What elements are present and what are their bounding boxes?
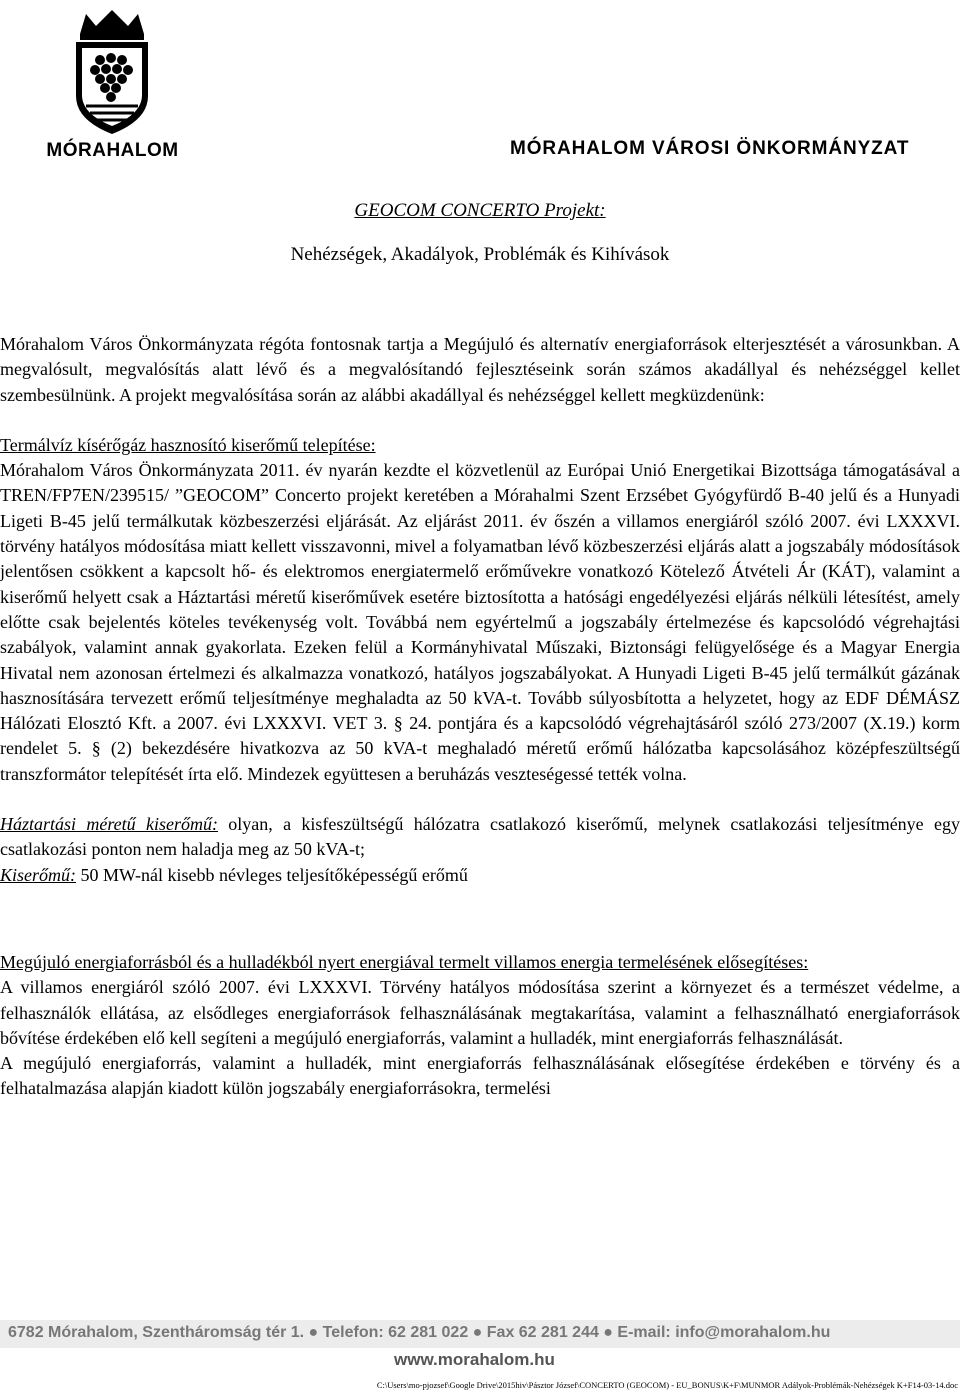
document-title: GEOCOM CONCERTO Projekt: bbox=[354, 200, 606, 221]
definition-text: olyan, a kisfeszültségű hálózatra csatlakozó kiserőmű, melynek csatlakozási teljesítménye egy csatlakozási ponton nem haladja meg az 50 kVA-t; bbox=[0, 814, 960, 860]
page-header bbox=[0, 0, 960, 175]
footer-file-path: C:\Users\mo-pjozsef\Google Drive\2015hiv\Pásztor József\CONCERTO (GEOCOM) - EU_BONUS\K+F\MUNMOR Adályok-Problémák-Nehézségek K+F14-03-14.doc bbox=[376, 1380, 958, 1390]
section1-body: Mórahalom Város Önkormányzata 2011. év nyarán kezdte el közvetlenül az Európai Unió Energetikai Bizottsága támogatásával a TREN/FP7EN/239515/ ”GEOCOM” Concerto projekt keretében a Mórahalmi Szent Erzsébet Gyógyfürdő B-40 jelű és a Hunyadi Ligeti B-45 jelű termálkutak közbeszerzési eljárását. Az eljárást 2011. év őszén a villamos energiáról szóló 2007. évi LXXXVI. törvény hatályos módosítása miatt kellett visszavonni, mivel a folyamatban lévő közbeszerzési eljárás alatt a jogszabály módosítások jelentősen csökkent a kapcsolt hő- és elektromos energiatermelő erőművekre vonatkozó Kötelező Átvételi Ár (KÁT), valamint a kiserőmű helyett csak a Háztartási méretű kiserőművek esetére biztosította a hatósági engedélyezési eljárás nélküli létesítést, amely előtte csak bejelentés köteles tevékenység volt. Továbbá nem egyértelmű a jogszabály értelmezése és kapcsolódó végrehajtási szabályok, valamint annak gyakorlata. Ezeken felül a Kormányhivatal Műszaki, Biztonsági felügyelősége és a Magyar Energia Hivatal nem azonosan értelmezi és alkalmazza vonatkozó, hatályos jogszabályokat. A Hunyadi Ligeti B-45 jelű termálkút gázának hasznosítására tervezett erőmű teljesítménye meghaladta az 50 kVA-t. Tovább súlyosbította a helyzetet, hogy az EDF DÉMÁSZ Hálózati Elosztó Kft. a 2007. évi LXXXVI. VET 3. § 24. pontjára és a kapcsolódó végrehajtásáról szóló 273/2007 (X.19.) korm rendelet 5. § (2) bekezdésére hivatkozva az 50 kVA-t meghaladó méretű erőmű hálózatba kapcsolásához középfeszültségű transzformátor telepítését írta elő. Mindezek együttesen a beruházás veszteségessé tették volna. bbox=[0, 460, 960, 784]
definition-text: 50 MW-nál kisebb névleges teljesítőképességű erőmű bbox=[76, 864, 468, 885]
section2-heading: Megújuló energiaforrásból és a hulladékból nyert energiával termelt villamos energia termelésének elősegítéses: bbox=[0, 951, 809, 972]
definition-term: Háztartási méretű kiserőmű: bbox=[0, 814, 218, 835]
document-body bbox=[0, 332, 960, 1102]
footer-website: www.morahalom.hu bbox=[394, 1350, 555, 1369]
section2-paragraph-1: A villamos energiáról szóló 2007. évi LXXXVI. Törvény hatályos módosítása szerint a környezet és a természet védelme, a felhasználók ellátása, az elsődleges energiaforrások felhasználásának megtakarítása, valamint a felhasználható energiaforrások bővítése érdekében elő kell segíteni a megújuló energiaforrás, valamint a hulladék, mint energiaforrás felhasználását. bbox=[0, 977, 960, 1048]
morahalom-logo bbox=[30, 8, 195, 168]
coat-of-arms-icon bbox=[30, 8, 195, 138]
intro-paragraph: Mórahalom Város Önkormányzata régóta fontosnak tartja a Megújuló és alternatív energiaforrások elterjesztését a városunkban. A megvalósult, megvalósítás alatt lévő és a megvalósítandó fejlesztéseink során számos akadállyal és nehézséggel kellet szembesülnünk. A projekt megvalósítása során az alábbi akadállyal és nehézséggel kellett megküzdenünk: bbox=[0, 334, 960, 405]
document-subtitle: Nehézségek, Akadályok, Problémák és Kihívások bbox=[290, 244, 670, 265]
logo-text: MÓRAHALOM bbox=[46, 140, 179, 161]
section1-heading: Termálvíz kísérőgáz hasznosító kiserőmű telepítése: bbox=[0, 434, 376, 455]
definition-term: Kiserőmű: bbox=[0, 864, 76, 885]
page-footer bbox=[0, 1320, 960, 1398]
organization-name: MÓRAHALOM VÁROSI ÖNKORMÁNYZAT bbox=[510, 138, 910, 159]
definition-hmke bbox=[0, 812, 960, 863]
footer-contact-bar bbox=[0, 1320, 960, 1348]
footer-contact: 6782 Mórahalom, Szentháromság tér 1. ● Telefon: 62 281 022 ● Fax 62 281 244 ● E-mail: info@morahalom.hu bbox=[8, 1324, 831, 1341]
definition-kiseromu bbox=[0, 863, 960, 888]
section2-paragraph-2: A megújuló energiaforrás, valamint a hulladék, mint energiaforrás felhasználásának elősegítése érdekében e törvény és a felhatalmazása alapján kiadott külön jogszabály energiaforrásokra, termelési bbox=[0, 1053, 960, 1099]
